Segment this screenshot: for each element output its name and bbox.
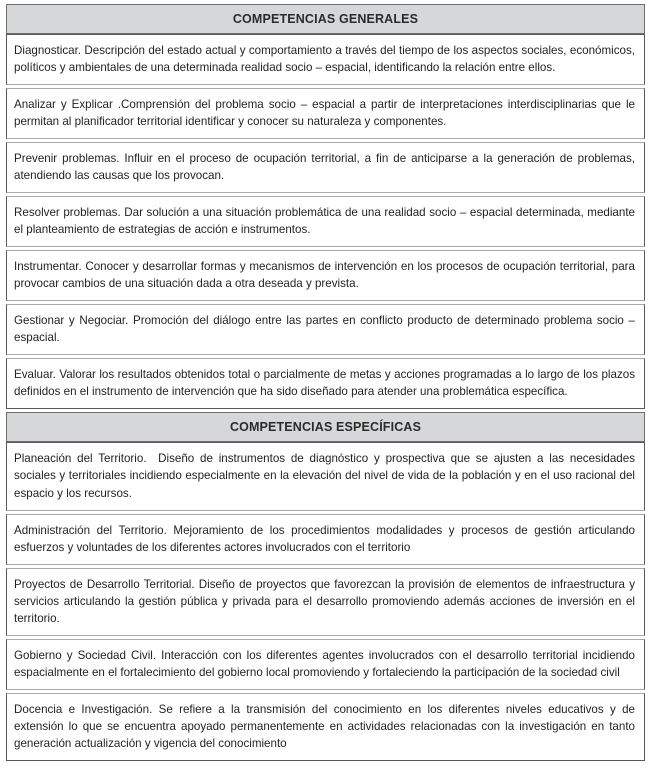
competency-item-text: Evaluar. Valorar los resultados obtenidos total o parcialmente de metas y acciones programadas a lo largo de los plazos definidos en el instrumento de intervención que ha sido diseñado para atender una problemática específica. <box>14 368 639 399</box>
table-row <box>6 196 645 247</box>
section-header-generales: COMPETENCIAS GENERALES <box>6 4 645 34</box>
competency-table-body <box>6 4 645 761</box>
competency-item-text: Administración del Territorio. Mejoramiento de los procedimientos modalidades y procesos de gestión articulando esfuerzos y voluntades de los diferentes actores involucrados con el territorio <box>14 523 639 554</box>
competency-item-text: Docencia e Investigación. Se refiere a la transmisión del conocimiento en los diferentes niveles educativos y de extensión lo que se encuentra apoyado permanentemente en actividades relacionadas con la investigación en tanto generación actualización y vigencia del conocimiento <box>14 702 639 750</box>
competency-item-cell <box>6 639 645 690</box>
table-row <box>6 304 645 355</box>
competency-item-text: Planeación del Territorio. Diseño de instrumentos de diagnóstico y prospectiva que se ajusten a las necesidades sociales y territoriales incidiendo especialmente en la elevación del nivel de vida de la población y en el uso racional del espacio y los recursos. <box>14 452 639 500</box>
competency-item-cell <box>6 568 645 636</box>
competency-item-text: Gestionar y Negociar. Promoción del diálogo entre las partes en conflicto producto de determinado problema socio – espacial. <box>14 314 639 345</box>
table-row <box>6 693 645 761</box>
competency-item-cell <box>6 142 645 193</box>
competency-item-text: Proyectos de Desarrollo Territorial. Diseño de proyectos que favorezcan la provisión de elementos de infraestructura y servicios articulando la gestión pública y privada para el desarrollo promoviendo además acciones de inversión en el territorio. <box>14 577 639 625</box>
competency-item-text: Analizar y Explicar .Comprensión del problema socio – espacial a partir de interpretaciones interdisciplinarias que le permitan al planificador territorial identificar y conocer su naturaleza y componentes. <box>14 98 639 129</box>
table-row <box>6 442 645 510</box>
table-row <box>6 639 645 690</box>
competency-item-text: Gobierno y Sociedad Civil. Interacción con los diferentes agentes involucrados con el desarrollo territorial incidiendo espacialmente en el fortalecimiento del gobierno local promoviendo y fortaleciendo la participación de la sociedad civil <box>14 648 639 679</box>
table-row <box>6 568 645 636</box>
table-row <box>6 250 645 301</box>
table-row <box>6 88 645 139</box>
competency-item-text: Prevenir problemas. Influir en el proceso de ocupación territorial, a fin de anticiparse a la generación de problemas, atendiendo las causas que los provocan. <box>14 152 639 183</box>
section-header-row-especificas <box>6 412 645 442</box>
competency-item-cell <box>6 304 645 355</box>
section-header-especificas: COMPETENCIAS ESPECÍFICAS <box>6 412 645 442</box>
competency-item-cell <box>6 250 645 301</box>
table-row <box>6 514 645 565</box>
table-row <box>6 34 645 85</box>
competency-item-cell <box>6 693 645 761</box>
competency-item-cell <box>6 34 645 85</box>
competency-item-cell <box>6 514 645 565</box>
table-row <box>6 358 645 409</box>
competency-table <box>6 4 645 761</box>
competency-item-cell <box>6 442 645 510</box>
competency-item-text: Instrumentar. Conocer y desarrollar formas y mecanismos de intervención en los procesos de ocupación territorial, para provocar cambios de una situación dada a otra deseada y prevista. <box>14 260 639 291</box>
competency-item-cell <box>6 196 645 247</box>
table-row <box>6 142 645 193</box>
section-header-row-generales <box>6 4 645 34</box>
competency-item-cell <box>6 358 645 409</box>
competency-item-text: Diagnosticar. Descripción del estado actual y comportamiento a través del tiempo de los aspectos sociales, económicos, políticos y ambientales de una determinada realidad socio – espacial, identificando la relación entre ellos. <box>14 44 639 75</box>
competency-item-cell <box>6 88 645 139</box>
competency-item-text: Resolver problemas. Dar solución a una situación problemática de una realidad socio – espacial determinada, mediante el planteamiento de estrategias de acción e instrumentos. <box>14 206 639 237</box>
